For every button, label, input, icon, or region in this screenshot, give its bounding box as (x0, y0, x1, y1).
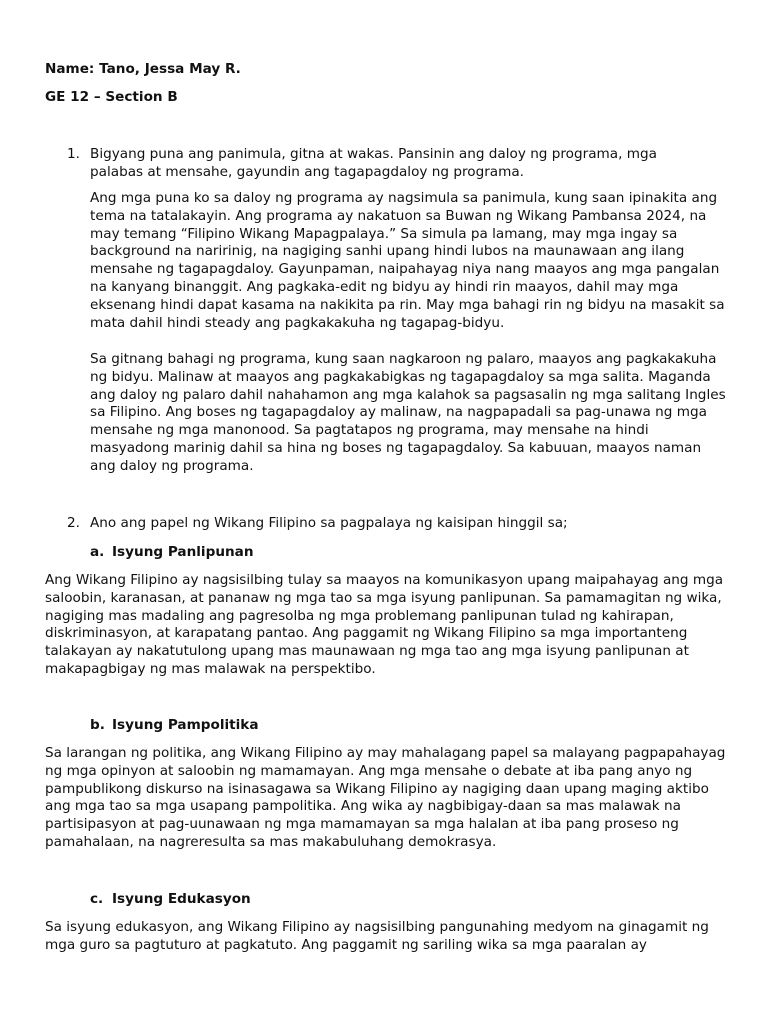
subsection-letter: c. (90, 891, 104, 907)
question-number: 1. (67, 146, 80, 162)
subsection-title: Isyung Panlipunan (112, 544, 254, 560)
student-name: Name: Tano, Jessa May R. (45, 61, 241, 77)
subsection-heading (90, 891, 251, 909)
subsection-letter: a. (90, 544, 105, 560)
answer-paragraph: Sa gitnang bahagi ng programa, kung saan nagkaroon ng palaro, maayos ang pagkakakuha ng bidyu. Malinaw at maayos ang pagkakabigkas ng tagapagdaloy sa mga salita. Maganda ang daloy ng palaro dahil nahahamon ang mga kalahok sa pagsasalin ng mga salitang Ingles sa Filipino. Ang boses ng tagapagdaloy ay malinaw, na nagpapadali sa pag-unawa ng mga mensahe ng mga manonood. Sa pagtatapos ng programa, may mensahe na hindi masyadong marinig dahil sa hina ng boses ng tagapagdaloy. Sa kabuuan, maayos naman ang daloy ng programa. (90, 351, 726, 474)
subsection-heading (90, 717, 259, 735)
answer-paragraph: Ang mga puna ko sa daloy ng programa ay nagsimula sa panimula, kung saan ipinakita ang tema na tatalakayin. Ang programa ay nakatuon sa Buwan ng Wikang Pambansa 2024, na may temang “Filipino Wikang Mapagpalaya.” Sa simula pa lamang, may mga ingay sa background na naririnig, na nagiging sanhi upang hindi lubos na maunawaan ang ilang mensahe ng tagapagdaloy. Gayunpaman, naipahayag niya nang maayos ang mga pangalan na kanyang binanggit. Ang pagkaka-edit ng bidyu ay hindi rin maayos, dahil may mga eksenang hindi dapat kasama na nakikita pa rin. May mga bahagi rin ng bidyu na masakit sa mata dahil hindi steady ang pagkakakuha ng tagapag-bidyu. (90, 190, 725, 331)
subsection-heading (90, 544, 254, 562)
subsection-letter: b. (90, 717, 105, 733)
subsection-body: Ang Wikang Filipino ay nagsisilbing tulay sa maayos na komunikasyon upang maipahayag ang mga saloobin, karanasan, at pananaw ng mga tao sa mga isyung panlipunan. Sa pamamagitan ng wika, nagiging mas madaling ang pagresolba ng mga problemang panlipunan tulad ng kahirapan, diskriminasyon, at karapatang pantao. Ang paggamit ng Wikang Filipino sa mga importanteng talakayan ay nakatutulong upang mas maunawaan ng mga tao ang mga isyung panlipunan at makapagbigay ng mas malawak na perspektibo. (45, 572, 724, 677)
course-section: GE 12 – Section B (45, 89, 178, 105)
subsection-body: Sa larangan ng politika, ang Wikang Filipino ay may mahalagang papel sa malayang pagpapahayag ng mga opinyon at saloobin ng mamamayan. Ang mga mensahe o debate at iba pang anyo ng pampublikong diskurso na isinasagawa sa Wikang Filipino ay nagiging daan upang maging aktibo ang mga tao sa mga usapang pampolitika. Ang wika ay nagbibigay-daan sa mas malawak na partisipasyon at pag-uunawaan ng mga mamamayan sa mga halalan at iba pang proseso ng pamahalaan, na nagreresulta sa mas makabuluhang demokrasya. (45, 745, 726, 850)
question-prompt: Bigyang puna ang panimula, gitna at wakas. Pansinin ang daloy ng programa, mga palabas at mensahe, gayundin ang tagapagdaloy ng programa. (90, 146, 657, 180)
question-prompt: Ano ang papel ng Wikang Filipino sa pagpalaya ng kaisipan hinggil sa; (90, 515, 568, 531)
question-number: 2. (67, 515, 80, 531)
subsection-title: Isyung Edukasyon (112, 891, 251, 907)
subsection-title: Isyung Pampolitika (112, 717, 259, 733)
subsection-body: Sa isyung edukasyon, ang Wikang Filipino ay nagsisilbing pangunahing medyom na ginagamit ng mga guro sa pagtuturo at pagkatuto. Ang paggamit ng sariling wika sa mga paaralan ay (45, 919, 709, 953)
